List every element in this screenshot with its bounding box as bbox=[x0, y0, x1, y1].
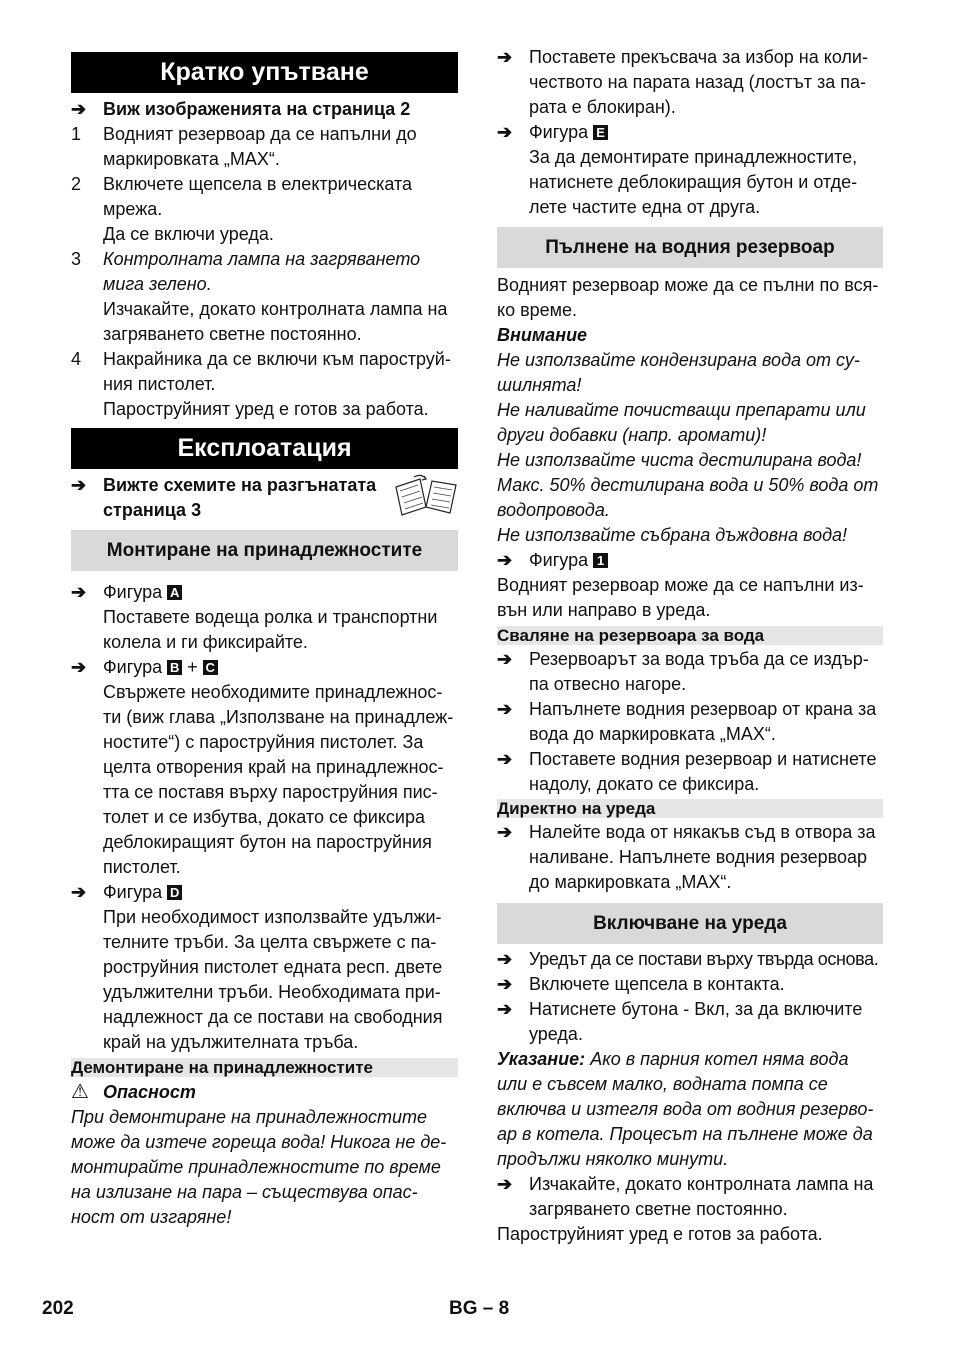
figure-label-1: 1 bbox=[593, 553, 608, 568]
figure-label-e: E bbox=[593, 125, 608, 140]
switch-on-step: ➔ Уредът да се постави върху твърда основа. bbox=[497, 947, 883, 972]
figure-d-text: надлежност да се постави на свободния bbox=[103, 1007, 443, 1027]
figure-e-ref: ➔ Фигура E bbox=[497, 120, 883, 145]
figure-bc-text: целта отворения край на принадлежнос- bbox=[103, 757, 444, 777]
step-3-cont: загряването светне постоянно. bbox=[103, 324, 362, 344]
remove-step: ➔ Напълнете водния резервоар от крана за bbox=[497, 697, 883, 722]
fill-text: ко време. bbox=[497, 300, 578, 320]
arrow-icon: ➔ bbox=[497, 699, 513, 719]
figure-label-c: C bbox=[203, 660, 218, 675]
danger-text: на излизане на пара – съществува опас- bbox=[71, 1182, 418, 1202]
direct-step-cont: до маркировката „MAX“. bbox=[529, 872, 732, 892]
note: Указание: Ако в парния котел няма вода bbox=[497, 1049, 849, 1069]
figure-bc-text: тта се поставя върху пароструйния пис- bbox=[103, 782, 438, 802]
arrow-icon: ➔ bbox=[71, 582, 87, 602]
section-title-fill-tank: Пълнене на водния резервоар bbox=[497, 227, 883, 268]
fold-out-note: ➔ Вижте схемите на разгънатата страница 3 bbox=[71, 473, 458, 523]
section-title-demount-accessories: Демонтиране на принадлежностите bbox=[71, 1058, 458, 1077]
warning-icon: ⚠ bbox=[71, 1081, 89, 1103]
figure-bc-text: толет и се избутва, докато се фиксира bbox=[103, 807, 426, 827]
attention-heading: Внимание bbox=[497, 325, 588, 345]
figure-bc-ref: ➔ Фигура B + C bbox=[71, 655, 458, 680]
section-title-quick-guide: Кратко упътване bbox=[71, 52, 458, 93]
arrow-icon: ➔ bbox=[497, 999, 513, 1019]
section-title-mount-accessories: Монтиране на принадлежностите bbox=[71, 530, 458, 571]
figure-d-text: удължителни тръби. Необходимата при- bbox=[103, 982, 441, 1002]
danger-text: може да изтече гореща вода! Никога не де- bbox=[71, 1132, 447, 1152]
step-3: 3 Контролната лампа на загряването bbox=[71, 249, 421, 269]
remove-step-cont: вода до маркировката „MAX“. bbox=[529, 724, 776, 744]
attention-text: Макс. 50% дестилирана вода и 50% вода от bbox=[497, 475, 879, 495]
left-column bbox=[71, 52, 458, 1230]
figure-bc-text: Свържете необходимите принадлежнос- bbox=[103, 682, 443, 702]
attention-text: други добавки (напр. аромати)! bbox=[497, 425, 767, 445]
switch-on-step: ➔ Натиснете бутона - Вкл, за да включите bbox=[497, 997, 883, 1022]
direct-step: ➔ Налейте вода от някакъв съд в отвора за bbox=[497, 820, 883, 845]
arrow-icon: ➔ bbox=[497, 47, 513, 67]
danger-text: ност от изгаряне! bbox=[71, 1207, 232, 1227]
fill-text: Водният резервоар може да се пълни по вся- bbox=[497, 275, 879, 295]
arrow-icon: ➔ bbox=[497, 649, 513, 669]
remove-step-cont: па отвесно нагоре. bbox=[529, 674, 687, 694]
lever-instruction-cont: чеството на парата назад (лостът за па- bbox=[529, 72, 867, 92]
step-1: 1 Водният резервоар да се напълни до bbox=[71, 124, 417, 144]
figure-1-text: вън или направо в уреда. bbox=[497, 600, 711, 620]
danger-text: монтирайте принадлежностите по време bbox=[71, 1157, 441, 1177]
step-4: 4 Накрайника да се включи към пароструй- bbox=[71, 349, 451, 369]
figure-d-ref: ➔ Фигура D bbox=[71, 880, 458, 905]
arrow-icon: ➔ bbox=[71, 99, 87, 119]
arrow-icon: ➔ bbox=[497, 822, 513, 842]
figure-bc-text: пистолет. bbox=[103, 857, 181, 877]
figure-e-text: лете частите една от друга. bbox=[529, 197, 761, 217]
figure-e-text: За да демонтирате принадлежностите, bbox=[529, 147, 858, 167]
wait-step-cont: загряването светне постоянно. bbox=[529, 1199, 788, 1219]
figure-d-text: При необходимост използвайте удължи- bbox=[103, 907, 442, 927]
right-column bbox=[497, 45, 883, 1247]
arrow-icon: ➔ bbox=[71, 882, 87, 902]
figure-a-text: колела и ги фиксирайте. bbox=[103, 632, 308, 652]
figure-a-ref: ➔ Фигура A bbox=[71, 580, 458, 605]
ready-text: Пароструйният уред е готов за работа. bbox=[497, 1224, 823, 1244]
attention-text: Не използвайте кондензирана вода от су- bbox=[497, 350, 860, 370]
see-illustrations-note: ➔ Виж изображенията на страница 2 bbox=[71, 97, 458, 122]
remove-step: ➔ Резервоарът за вода тръба да се издър- bbox=[497, 647, 883, 672]
attention-text: Не използвайте чиста дестилирана вода! bbox=[497, 450, 862, 470]
open-book-icon bbox=[392, 473, 458, 517]
step-4-cont: ния пистолет. bbox=[103, 374, 216, 394]
arrow-icon: ➔ bbox=[497, 550, 513, 570]
figure-label-b: B bbox=[167, 660, 182, 675]
arrow-icon: ➔ bbox=[497, 1174, 513, 1194]
attention-text: водопровода. bbox=[497, 500, 610, 520]
section-title-remove-tank: Сваляне на резервоара за вода bbox=[497, 626, 883, 645]
switch-on-step-cont: уреда. bbox=[529, 1024, 583, 1044]
step-3-cont: Изчакайте, докато контролната лампа на bbox=[103, 299, 448, 319]
step-2-cont: Да се включи уреда. bbox=[103, 224, 274, 244]
note-text: включва и изтегля вода от водния резерво- bbox=[497, 1099, 874, 1119]
arrow-icon: ➔ bbox=[497, 949, 513, 969]
remove-step: ➔ Поставете водния резервоар и натиснете bbox=[497, 747, 883, 772]
figure-bc-text: ти (виж глава „Използване на принадлеж- bbox=[103, 707, 454, 727]
attention-text: шилнята! bbox=[497, 375, 582, 395]
figure-e-text: натиснете деблокиращия бутон и отде- bbox=[529, 172, 858, 192]
danger-heading: ⚠ Опасност bbox=[71, 1081, 196, 1103]
attention-text: Не наливайте почистващи препарати или bbox=[497, 400, 866, 420]
figure-1-ref: ➔ Фигура 1 bbox=[497, 548, 883, 573]
figure-label-a: A bbox=[167, 585, 182, 600]
section-title-operation: Експлоатация bbox=[71, 428, 458, 469]
page-number: 202 bbox=[42, 1298, 74, 1319]
arrow-icon: ➔ bbox=[497, 974, 513, 994]
step-3-cont: мига зелено. bbox=[103, 274, 212, 294]
figure-bc-text: ностите“) с пароструйния пистолет. За bbox=[103, 732, 424, 752]
note-text: продължи няколко минути. bbox=[497, 1149, 729, 1169]
remove-step-cont: надолу, докато се фиксира. bbox=[529, 774, 760, 794]
arrow-icon: ➔ bbox=[71, 475, 87, 495]
section-title-switch-on: Включване на уреда bbox=[497, 903, 883, 944]
section-page-label: BG – 8 bbox=[449, 1298, 510, 1319]
arrow-icon: ➔ bbox=[497, 749, 513, 769]
figure-bc-text: деблокиращият бутон на пароструйния bbox=[103, 832, 432, 852]
section-title-direct: Директно на уреда bbox=[497, 799, 883, 818]
figure-label-d: D bbox=[167, 885, 182, 900]
step-2-cont: мрежа. bbox=[103, 199, 163, 219]
step-1-cont: маркировката „MAX“. bbox=[103, 149, 280, 169]
lever-instruction: ➔ Поставете прекъсвача за избор на коли- bbox=[497, 45, 883, 70]
note-text: или е съвсем малко, водната помпа се bbox=[497, 1074, 828, 1094]
figure-1-text: Водният резервоар може да се напълни из- bbox=[497, 575, 864, 595]
arrow-icon: ➔ bbox=[71, 657, 87, 677]
note-text: ар в котела. Процесът на пълнене може да bbox=[497, 1124, 873, 1144]
direct-step-cont: наливане. Напълнете водния резервоар bbox=[529, 847, 868, 867]
figure-d-text: телните тръби. За целта свържете с па- bbox=[103, 932, 437, 952]
arrow-icon: ➔ bbox=[497, 122, 513, 142]
step-2: 2 Включете щепсела в електрическата bbox=[71, 174, 413, 194]
attention-text: Не използвайте събрана дъждовна вода! bbox=[497, 525, 848, 545]
switch-on-step: ➔ Включете щепсела в контакта. bbox=[497, 972, 883, 997]
wait-step: ➔ Изчакайте, докато контролната лампа на bbox=[497, 1172, 883, 1197]
figure-d-text: роструйния пистолет едната респ. двете bbox=[103, 957, 443, 977]
step-4-cont: Пароструйният уред е готов за работа. bbox=[103, 399, 429, 419]
figure-d-text: край на удължителната тръба. bbox=[103, 1032, 359, 1052]
lever-instruction-cont: рата е блокиран). bbox=[529, 97, 676, 117]
figure-a-text: Поставете водеща ролка и транспортни bbox=[103, 607, 438, 627]
danger-text: При демонтиране на принадлежностите bbox=[71, 1107, 428, 1127]
